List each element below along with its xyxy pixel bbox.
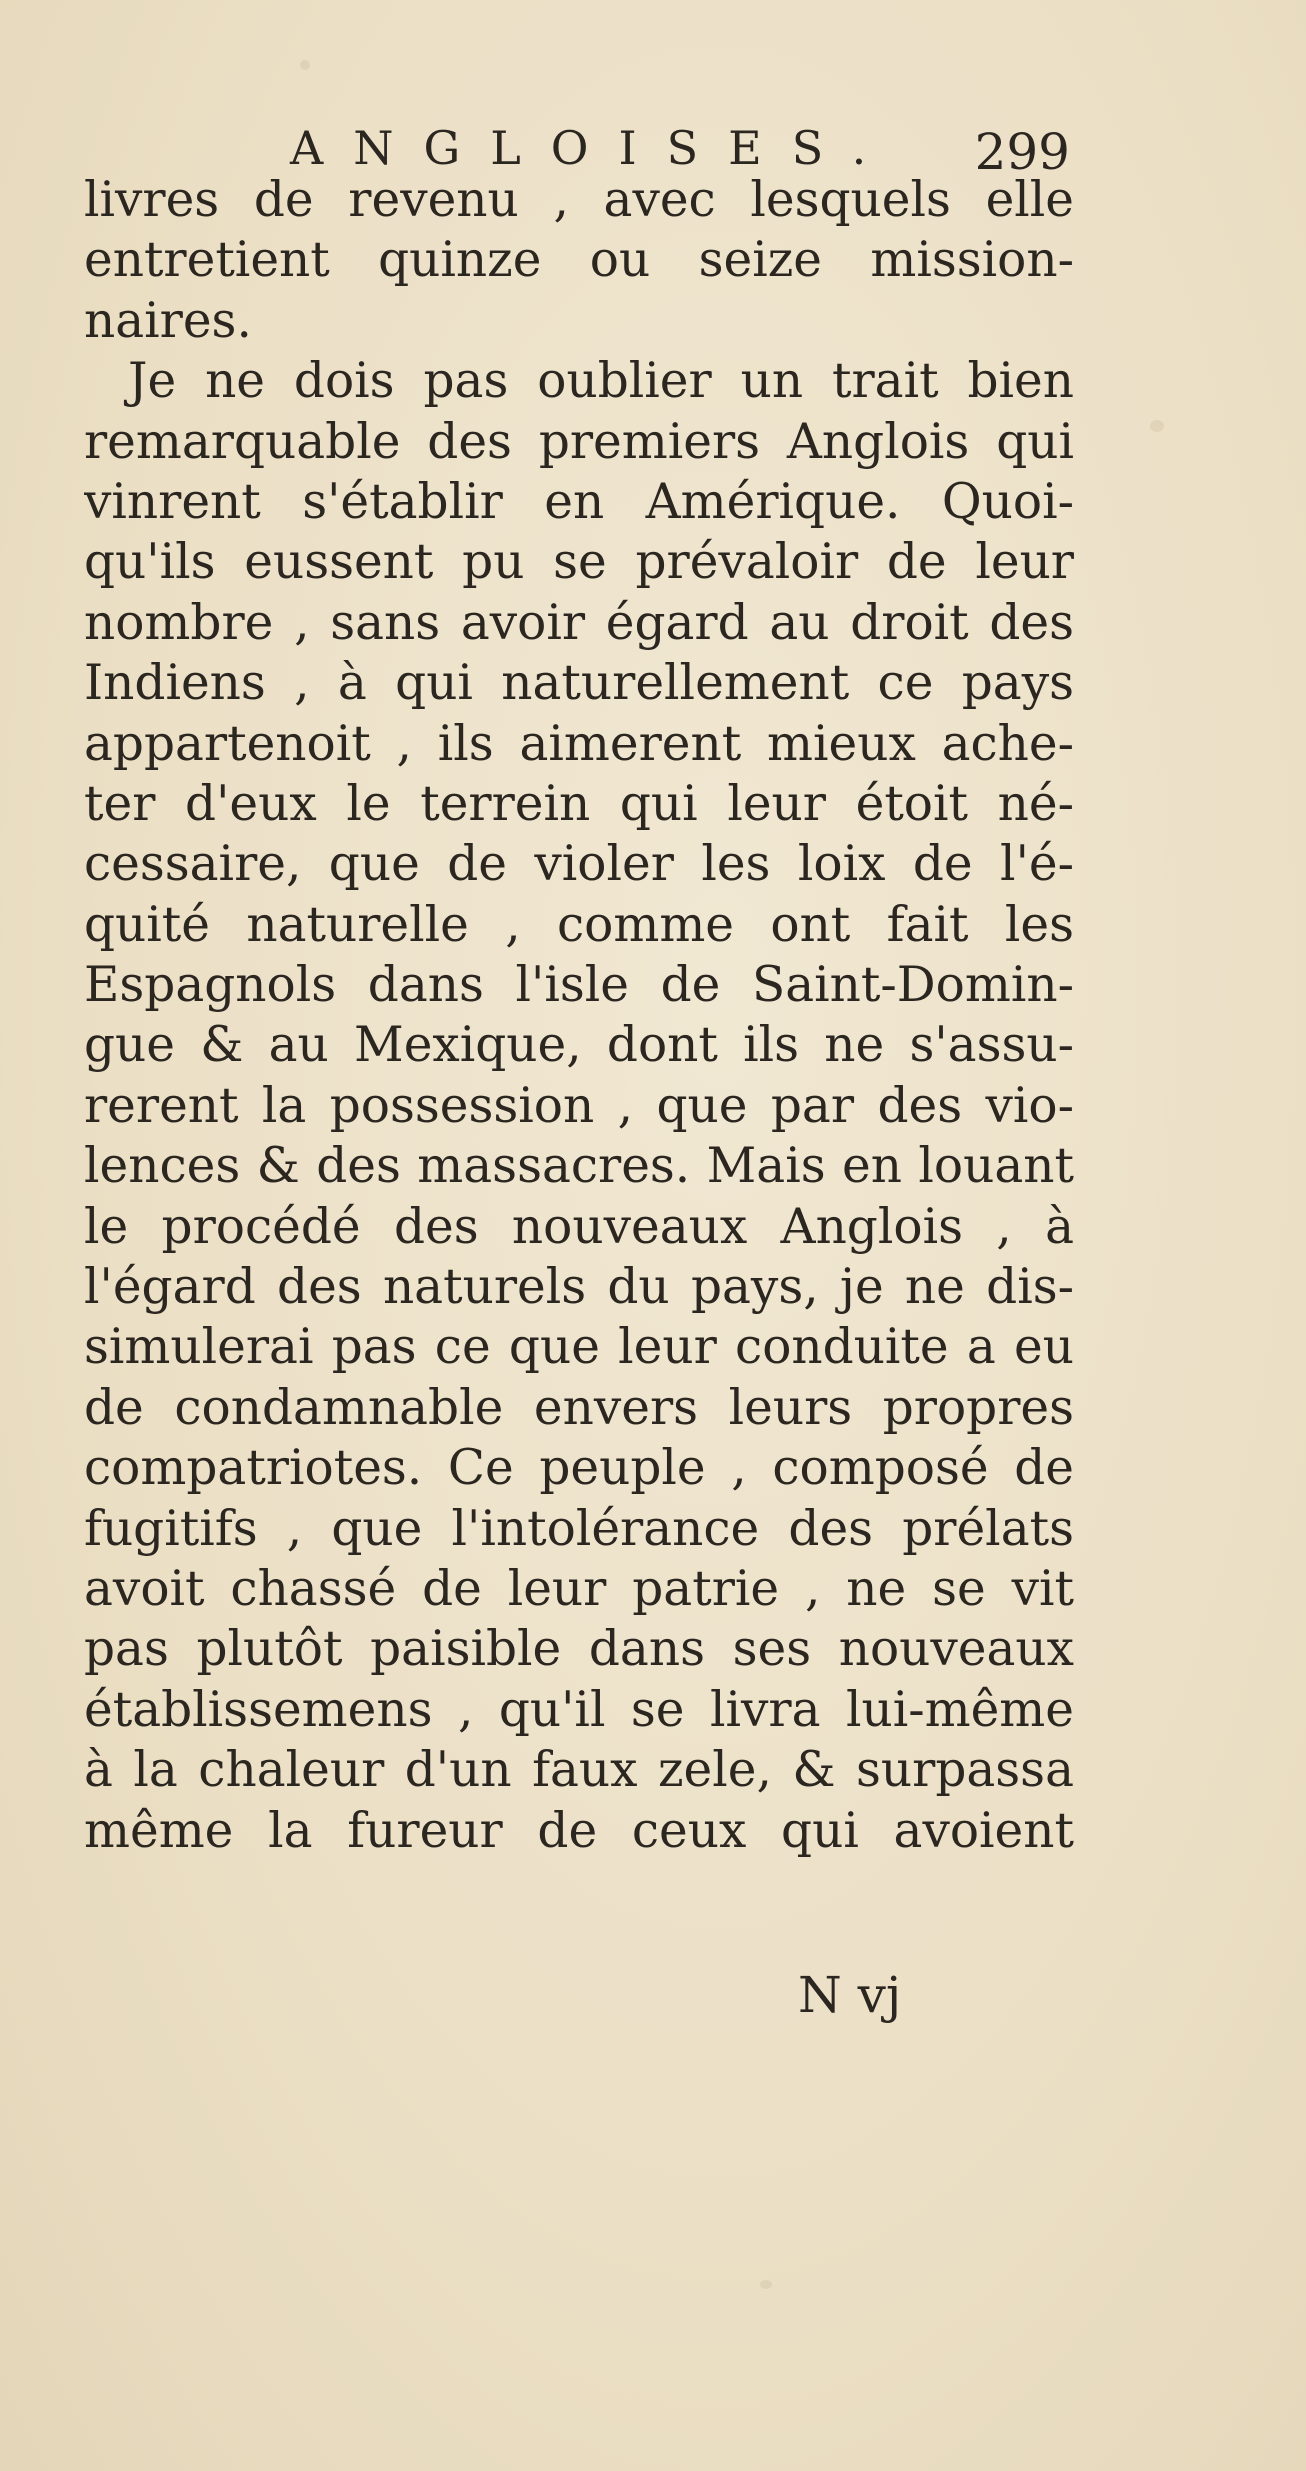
text-line: gue & au Mexique, dont ils ne s'assu- (84, 1017, 1074, 1074)
text-line: fugitifs , que l'intolérance des prélats (84, 1500, 1074, 1557)
text-line: naires. (84, 292, 252, 349)
text-line: rerent la possession , que par des vio- (84, 1077, 1074, 1134)
text-line: même la fureur de ceux qui avoient (84, 1802, 1074, 1859)
text-line: établissemens , qu'il se livra lui-même (84, 1681, 1074, 1738)
text-line: Je ne dois pas oublier un trait bien (128, 353, 1074, 410)
text-line: cessaire, que de violer les loix de l'é- (84, 836, 1074, 893)
text-line: le procédé des nouveaux Anglois , à (84, 1198, 1074, 1255)
text-line: à la chaleur d'un faux zele, & surpassa (84, 1742, 1074, 1799)
signature-mark: N vj (798, 1966, 902, 2024)
text-line: lences & des massacres. Mais en louant (84, 1138, 1074, 1195)
body-text (84, 170, 1074, 1861)
text-line: remarquable des premiers Anglois qui (84, 413, 1074, 470)
page-header (290, 118, 1070, 181)
paper-spot (760, 2280, 772, 2289)
text-line: quité naturelle , comme ont fait les (84, 896, 1074, 953)
text-line: pas plutôt paisible dans ses nouveaux (84, 1621, 1074, 1678)
text-line: Espagnols dans l'isle de Saint-Domin- (84, 957, 1074, 1014)
text-line: appartenoit , ils aimerent mieux ache- (84, 715, 1074, 772)
text-line: simulerai pas ce que leur conduite a eu (84, 1319, 1074, 1376)
text-line: livres de revenu , avec lesquels elle (84, 172, 1074, 228)
text-line: vinrent s'établir en Amérique. Quoi- (84, 473, 1074, 530)
text-line: compatriotes. Ce peuple , composé de (84, 1440, 1074, 1497)
text-line: ter d'eux le terrein qui leur étoit né- (84, 775, 1074, 832)
text-line: qu'ils eussent pu se prévaloir de leur (84, 534, 1074, 591)
text-line: Indiens , à qui naturellement ce pays (84, 655, 1074, 712)
page-number: 299 (974, 123, 1070, 181)
text-line: entretient quinze ou seize mission- (84, 232, 1074, 289)
text-line: nombre , sans avoir égard au droit des (84, 594, 1074, 651)
text-line: de condamnable envers leurs propres (84, 1379, 1074, 1436)
text-line: avoit chassé de leur patrie , ne se vit (84, 1560, 1074, 1617)
paper-spot (300, 60, 310, 70)
running-title: ANGLOISES. (290, 121, 897, 175)
text-line: l'égard des naturels du pays, je ne dis- (84, 1259, 1074, 1316)
paper-spot (1150, 420, 1164, 432)
